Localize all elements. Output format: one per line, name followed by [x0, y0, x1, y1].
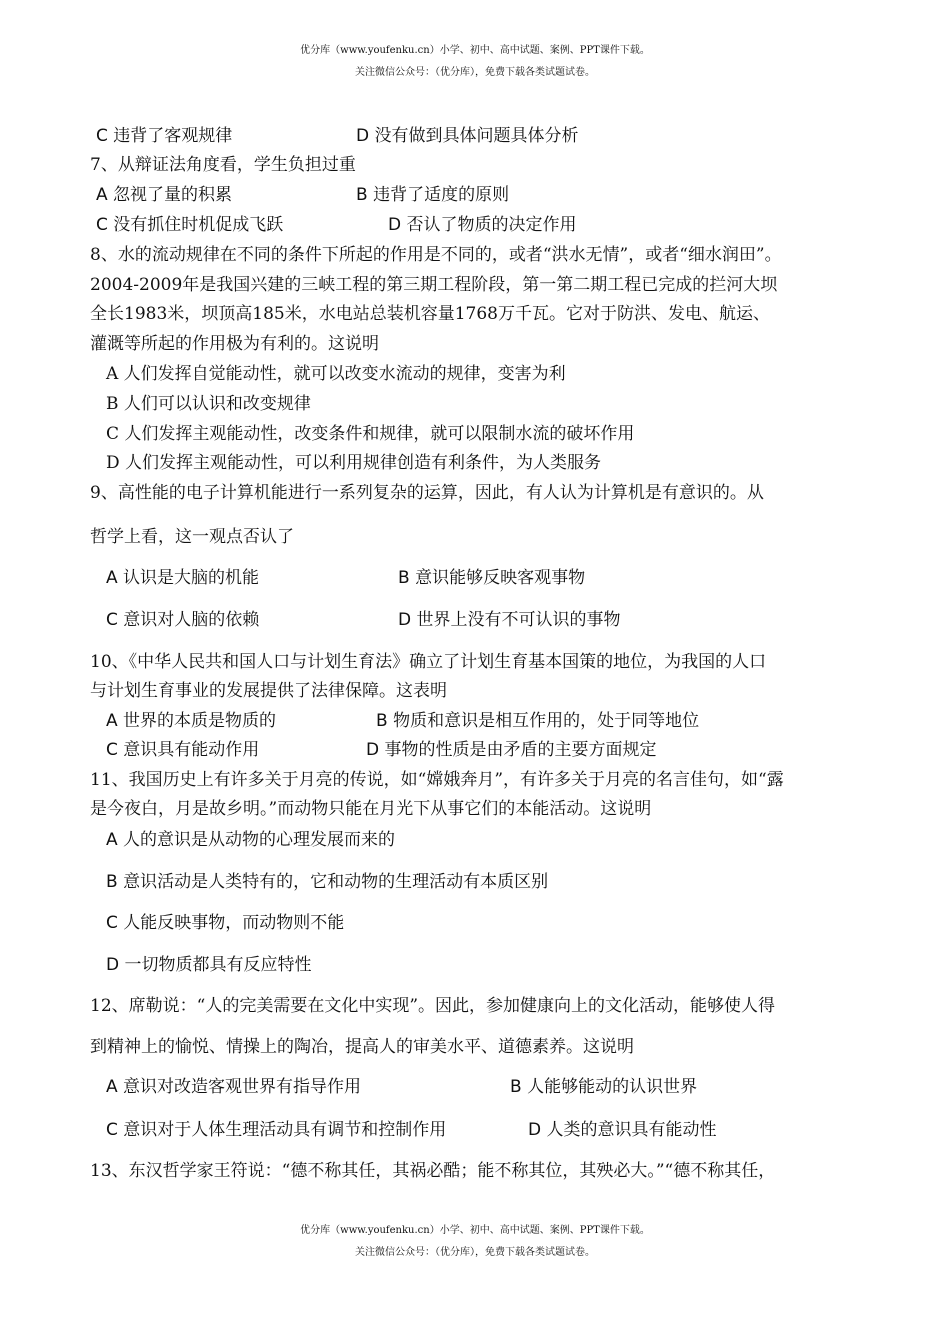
q10-option-d: D 事物的性质是由矛盾的主要方面规定 [366, 740, 657, 760]
prev-option-c: C 违背了客观规律 [96, 126, 233, 146]
q7-option-a: A 忽视了量的积累 [96, 185, 233, 205]
q9-option-b: B 意识能够反映客观事物 [398, 568, 586, 588]
q7-option-d: D 否认了物质的决定作用 [388, 215, 577, 235]
q9-option-a: A 认识是大脑的机能 [106, 568, 260, 588]
q11-option-b: B 意识活动是人类特有的，它和动物的生理活动有本质区别 [106, 872, 549, 892]
q9-stem-2: 哲学上看，这一观点否认了 [90, 527, 294, 547]
q10-stem-1: 10、《中华人民共和国人口与计划生育法》确立了计划生育基本国策的地位，为我国的人口 [90, 652, 767, 672]
q12-stem-2: 到精神上的愉悦、情操上的陶冶，提高人的审美水平、道德素养。这说明 [90, 1037, 634, 1057]
q11-option-c: C 人能反映事物，而动物则不能 [106, 913, 345, 933]
q11-option-a: A 人的意识是从动物的心理发展而来的 [106, 830, 396, 850]
q8-stem-4: 灌溉等所起的作用极为有利的。这说明 [90, 334, 379, 354]
q8-stem-3: 全长1983米，坝顶高185米，水电站总装机容量1768万千瓦。它对于防洪、发电、航运、 [90, 304, 770, 324]
q8-option-b: B 人们可以认识和改变规律 [106, 394, 311, 414]
q10-option-a: A 世界的本质是物质的 [106, 711, 277, 731]
q12-option-b: B 人能够能动的认识世界 [510, 1077, 698, 1097]
q7-option-c: C 没有抓住时机促成飞跃 [96, 215, 284, 235]
q12-option-c: C 意识对于人体生理活动具有调节和控制作用 [106, 1120, 447, 1140]
q8-option-d: D 人们发挥主观能动性，可以利用规律创造有利条件，为人类服务 [106, 453, 602, 473]
prev-option-d: D 没有做到具体问题具体分析 [356, 126, 579, 146]
q7-stem: 7、从辩证法角度看，学生负担过重 [90, 155, 356, 175]
q10-option-b: B 物质和意识是相互作用的，处于同等地位 [376, 711, 700, 731]
q7-option-b: B 违背了适度的原则 [356, 185, 510, 205]
page-footer [0, 1220, 950, 1264]
q10-option-c: C 意识具有能动作用 [106, 740, 260, 760]
q9-stem-1: 9、高性能的电子计算机能进行一系列复杂的运算，因此，有人认为计算机是有意识的。从 [90, 483, 764, 503]
q10-stem-2: 与计划生育事业的发展提供了法律保障。这表明 [90, 681, 447, 701]
q11-stem-1: 11、我国历史上有许多关于月亮的传说，如“嫦娥奔月”，有许多关于月亮的名言佳句，如“露 [90, 770, 784, 790]
q8-stem-2: 2004-2009年是我国兴建的三峡工程的第三期工程阶段，第一第二期工程已完成的拦河大坝 [90, 275, 778, 295]
footer-line-1: 优分库（www.youfenku.cn）小学、初中、高中试题、案例、PPT课件下载。 [300, 1225, 650, 1236]
q12-option-d: D 人类的意识具有能动性 [528, 1120, 717, 1140]
q11-stem-2: 是今夜白，月是故乡明。”而动物只能在月光下从事它们的本能活动。这说明 [90, 799, 652, 819]
q8-option-c: C 人们发挥主观能动性，改变条件和规律，就可以限制水流的破坏作用 [106, 424, 635, 444]
header-line-1: 优分库（www.youfenku.cn）小学、初中、高中试题、案例、PPT课件下载。 [300, 45, 650, 56]
q8-option-a: A 人们发挥自觉能动性，就可以改变水流动的规律，变害为利 [106, 364, 566, 384]
q9-option-d: D 世界上没有不可认识的事物 [398, 610, 621, 630]
header-line-2: 关注微信公众号：（优分库），免费下载各类试题试卷。 [355, 67, 595, 78]
q8-stem-1: 8、水的流动规律在不同的条件下所起的作用是不同的，或者“洪水无情”，或者“细水润田”。 [90, 245, 782, 265]
q9-option-c: C 意识对人脑的依赖 [106, 610, 260, 630]
page-header [0, 40, 950, 84]
q11-option-d: D 一切物质都具有反应特性 [106, 955, 312, 975]
q13-stem-1: 13、东汉哲学家王符说：“德不称其任，其祸必酷；能不称其位，其殃必大。”“德不称其任， [90, 1161, 776, 1181]
q12-option-a: A 意识对改造客观世界有指导作用 [106, 1077, 362, 1097]
q12-stem-1: 12、席勒说：“人的完美需要在文化中实现”。因此，参加健康向上的文化活动，能够使人得 [90, 996, 776, 1016]
footer-line-2: 关注微信公众号：（优分库），免费下载各类试题试卷。 [355, 1247, 595, 1258]
